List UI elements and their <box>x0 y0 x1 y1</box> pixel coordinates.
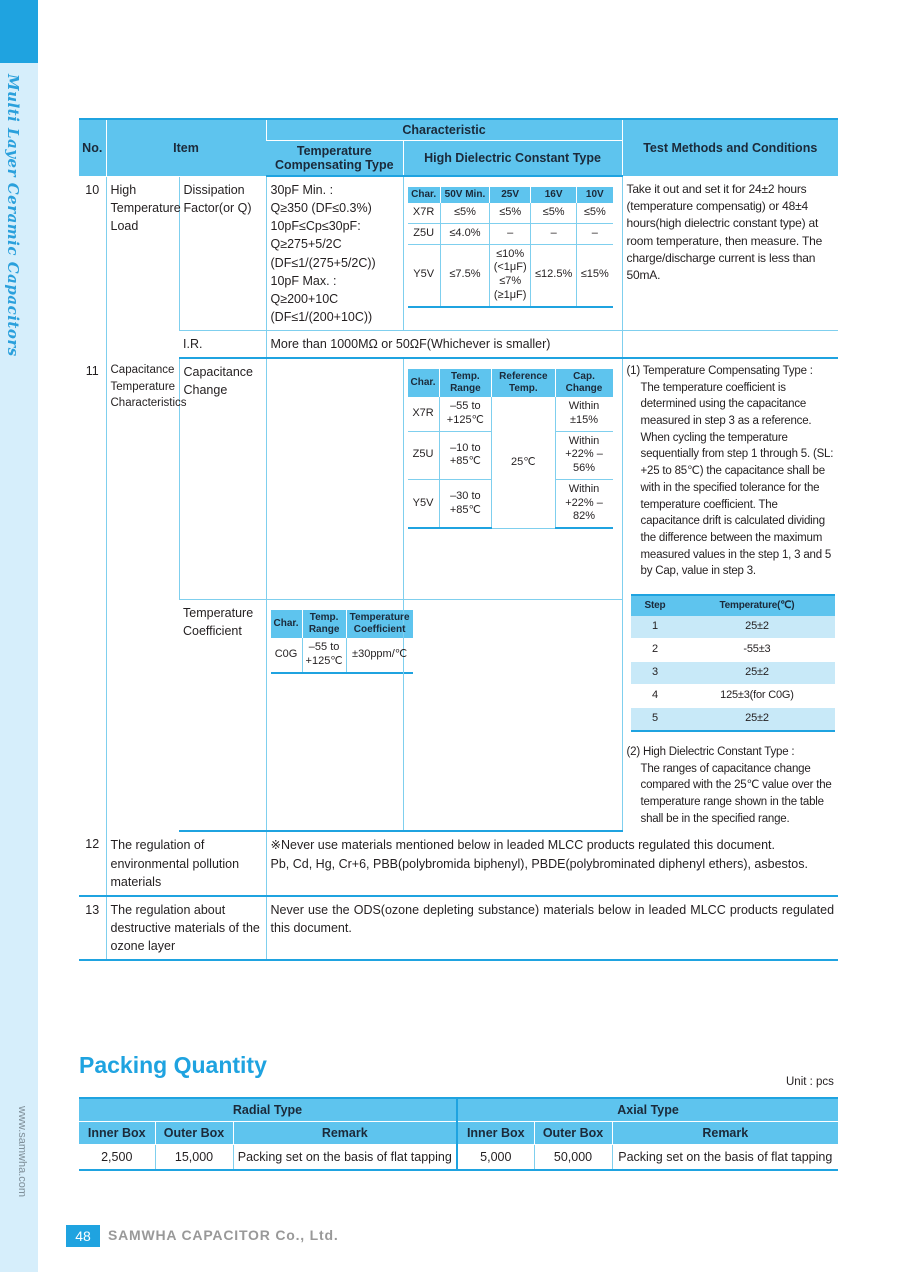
cap-change-subtable <box>408 369 613 529</box>
ir-label: I.R. <box>179 331 266 359</box>
header-item: Item <box>106 119 266 176</box>
company-name: SAMWHA CAPACITOR Co., Ltd. <box>108 1227 339 1243</box>
cc-cell: X7R <box>408 397 440 431</box>
pack-cell: 5,000 <box>457 1145 534 1171</box>
cc-cell: –55 to +125℃ <box>439 397 492 431</box>
step-cell: 2 <box>631 639 680 662</box>
pack-cell: Packing set on the basis of flat tapping <box>233 1145 457 1171</box>
cc-cell: Within +22% –56% <box>555 431 613 479</box>
row13-item: The regulation about destructive materials of the ozone layer <box>106 896 266 960</box>
row11-item: Capacitance Temperature Characteristics <box>106 358 179 831</box>
row12-item: The regulation of environmental pollution materials <box>106 831 266 895</box>
ir-test-empty <box>622 331 838 359</box>
row11-test-conditions <box>622 358 838 831</box>
tco-head: Char. <box>271 610 303 638</box>
df-cell: ≤7.5% <box>440 244 489 307</box>
df-cell: ≤5% <box>440 203 489 223</box>
tc-line: (DF≤1/(275+5/2C)) <box>270 255 376 270</box>
test2-title: (2) High Dielectric Constant Type : <box>626 746 795 759</box>
pack-col: Inner Box <box>79 1122 155 1145</box>
step-cell: 3 <box>631 662 680 685</box>
cc-head: Char. <box>408 369 440 397</box>
header-temp-comp: Temperature Compensating Type <box>266 141 403 177</box>
row10-number: 10 <box>85 182 100 197</box>
header-characteristic: Characteristic <box>266 119 622 141</box>
step-cell: 5 <box>631 708 680 731</box>
df-cell: ≤5% <box>531 203 577 223</box>
df-cell: Y5V <box>408 244 441 307</box>
header-no: No. <box>79 119 106 176</box>
pack-cell: Packing set on the basis of flat tapping <box>612 1145 838 1171</box>
cc-cell: –30 to +85℃ <box>439 479 492 528</box>
row11-number: 11 <box>85 364 99 379</box>
tco-head: Temp. Range <box>302 610 346 638</box>
step-cell: 25±2 <box>679 708 834 731</box>
step-cell: 25±2 <box>679 662 834 685</box>
step-cell: 4 <box>631 685 680 708</box>
pack-cell: 50,000 <box>534 1145 612 1171</box>
test1-body: The temperature coefficient is determined using the capacitance measured in step 3 as a reference. When cycling the temperature sequentially from step 1 through 5. (SL: +25 to 85℃) the capacitance shall be with in the specified tolerance for the temperature coefficient. The capacitance drift is calculated dividing the difference between the maximum measured values in the step 1, 3 and 5 by Cap, value in step 3. <box>640 381 834 578</box>
characteristics-table <box>79 118 838 961</box>
row12-content <box>266 831 838 895</box>
test1-title: (1) Temperature Compensating Type : <box>626 365 813 378</box>
df-head: 25V <box>490 187 531 203</box>
header-test-methods: Test Methods and Conditions <box>622 119 838 176</box>
tco-cell: ±30ppm/℃ <box>346 638 412 673</box>
df-cell: – <box>531 223 577 244</box>
row12-line1: ※Never use materials mentioned below in leaded MLCC products regulated this document. <box>270 838 776 853</box>
df-cell: ≤4.0% <box>440 223 489 244</box>
tc-line: 10pF Max. : <box>270 273 337 288</box>
step-cell: 25±2 <box>679 616 834 638</box>
row10-temp-comp <box>266 176 403 331</box>
step-head: Step <box>631 595 680 617</box>
pack-col: Outer Box <box>534 1122 612 1145</box>
header-radial: Radial Type <box>79 1098 457 1122</box>
tc-line: (DF≤1/(200+10C)) <box>270 309 373 324</box>
cc-head: Cap. Change <box>555 369 613 397</box>
row12-line2: Pb, Cd, Hg, Cr+6, PBB(polybromida biphenyl), PBDE(polybrominated diphenyl ethers), asbestos. <box>270 856 808 871</box>
df-cell: – <box>577 223 613 244</box>
cc-cell: Within +22% –82% <box>555 479 613 528</box>
pack-cell: 2,500 <box>79 1145 155 1171</box>
cc-head: Temp. Range <box>439 369 492 397</box>
row11-sub2-hd-empty <box>403 600 622 832</box>
df-cell: – <box>490 223 531 244</box>
step-head: Temperature(℃) <box>679 595 834 617</box>
df-cell: Z5U <box>408 223 441 244</box>
row10-test-conditions: Take it out and set it for 24±2 hours (temperature compensatig) or 48±4 hours(high dielectric constant type) at room temperature, then measure. The charge/discharge current is less than 50mA. <box>622 176 838 331</box>
df-cell: ≤10% (<1μF) ≤7% (≥1μF) <box>490 244 531 307</box>
row10-item: High Temperature Load <box>106 176 179 358</box>
row11-temp-coef <box>266 600 410 832</box>
step-cell: -55±3 <box>679 639 834 662</box>
row12-number: 12 <box>79 831 106 895</box>
tco-cell: C0G <box>271 638 303 673</box>
df-head: 10V <box>577 187 613 203</box>
df-cell: ≤5% <box>490 203 531 223</box>
packing-table <box>79 1097 838 1171</box>
temp-coef-subtable <box>271 610 413 674</box>
pack-col: Remark <box>612 1122 838 1145</box>
packing-title: Packing Quantity <box>79 1052 267 1078</box>
step-cell: 125±3(for C0G) <box>679 685 834 708</box>
sidebar <box>0 0 38 1272</box>
tc-line: 30pF Min. : <box>270 183 334 197</box>
sidebar-url: www.samwha.com <box>16 1106 28 1198</box>
row11-sub1-tc-empty <box>266 358 403 600</box>
row10-subitem: Dissipation Factor(or Q) <box>179 176 266 331</box>
cc-cell: Z5U <box>408 431 440 479</box>
row11-cap-change <box>403 358 622 600</box>
df-cell: ≤15% <box>577 244 613 307</box>
pack-col: Remark <box>233 1122 457 1145</box>
cc-cell: –10 to +85℃ <box>439 431 492 479</box>
df-head: 16V <box>531 187 577 203</box>
tc-line: Q≥200+10C <box>270 291 339 306</box>
header-axial: Axial Type <box>457 1098 838 1122</box>
page-number: 48 <box>66 1225 100 1247</box>
sidebar-accent <box>0 0 38 63</box>
header-high-diel: High Dielectric Constant Type <box>403 141 622 177</box>
row11-sub1: Capacitance Change <box>179 358 266 600</box>
row13-number: 13 <box>79 896 106 960</box>
df-cell: X7R <box>408 203 441 223</box>
df-subtable <box>408 187 613 308</box>
pack-col: Outer Box <box>155 1122 233 1145</box>
cc-head: Reference Temp. <box>492 369 555 397</box>
cc-cell: Within ±15% <box>555 397 613 431</box>
pack-cell: 15,000 <box>155 1145 233 1171</box>
test2-body: The ranges of capacitance change compared with the 25℃ value over the temperature range shown in the table shall be in the specified range. <box>640 762 832 825</box>
tco-head: Temperature Coefficient <box>346 610 412 638</box>
df-cell: ≤12.5% <box>531 244 577 307</box>
sidebar-title: Multi Layer Ceramic Capacitors <box>4 74 22 357</box>
step-cell: 1 <box>631 616 680 638</box>
tco-cell: –55 to +125℃ <box>302 638 346 673</box>
cc-cell: Y5V <box>408 479 440 528</box>
tc-line: Q≥350 (DF≤0.3%) <box>270 201 372 216</box>
step-table <box>631 594 835 732</box>
row11-sub2: Temperature Coefficient <box>179 600 266 832</box>
packing-unit: Unit : pcs <box>786 1076 834 1088</box>
cc-ref-temp: 25℃ <box>492 397 555 528</box>
df-head: 50V Min. <box>440 187 489 203</box>
tc-line: 10pF≤Cp≤30pF: <box>270 219 361 234</box>
row10-high-diel <box>403 176 622 331</box>
df-cell: ≤5% <box>577 203 613 223</box>
df-head: Char. <box>408 187 441 203</box>
row13-content: Never use the ODS(ozone depleting substance) materials below in leaded MLCC products regulated this document. <box>266 896 838 960</box>
ir-value: More than 1000MΩ or 50ΩF(Whichever is smaller) <box>266 331 622 359</box>
pack-col: Inner Box <box>457 1122 534 1145</box>
tc-line: Q≥275+5/2C <box>270 237 342 252</box>
